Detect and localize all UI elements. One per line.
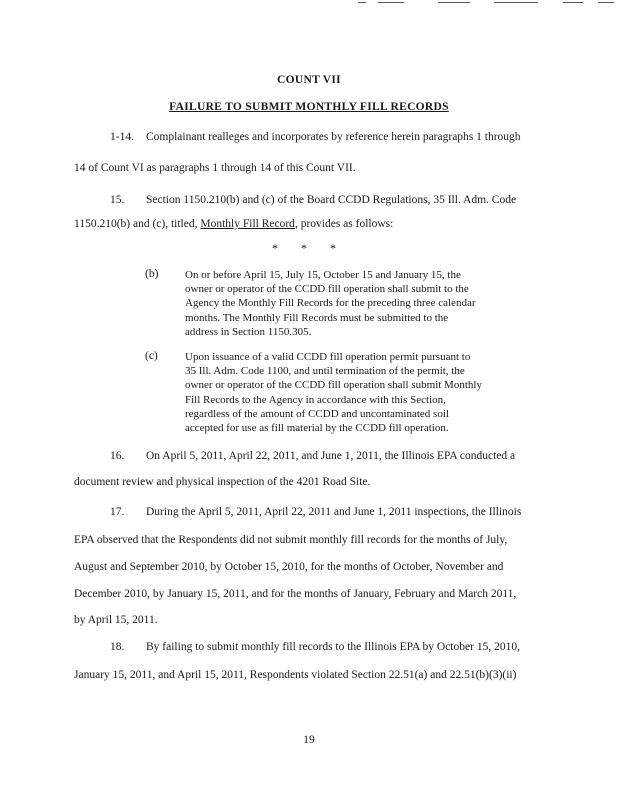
quote-b-line: months. The Monthly Fill Records must be submitted to the bbox=[185, 311, 449, 324]
paragraph-17-line-4: December 2010, by January 15, 2011, and for the months of January, February and March 2011, bbox=[74, 588, 517, 600]
quote-b-line: On or before April 15, July 15, October 15 and January 15, the bbox=[185, 269, 461, 281]
paragraph-15-line-2 bbox=[74, 217, 393, 231]
ellipsis-stars: * * * bbox=[272, 241, 346, 255]
paragraph-number-15: 15. bbox=[110, 194, 125, 206]
quote-c-line: 35 Ill. Adm. Code 1100, and until termination of the permit, the bbox=[185, 365, 465, 378]
quote-b-line: Agency the Monthly Fill Records for the preceding three calendar bbox=[185, 297, 476, 310]
quote-b-label: (b) bbox=[145, 268, 159, 280]
monthly-fill-record-title: Monthly Fill Record bbox=[200, 218, 295, 230]
paragraph-number-1-14: 1-14. bbox=[110, 131, 134, 143]
paragraph-17-line-1: During the April 5, 2011, April 22, 2011 and June 1, 2011 inspections, the Illinois bbox=[146, 506, 522, 518]
paragraph-number-17: 17. bbox=[110, 506, 125, 518]
paragraph-16-line-1: On April 5, 2011, April 22, 2011, and June 1, 2011, the Illinois EPA conducted a bbox=[146, 450, 516, 462]
paragraph-17-line-3: August and September 2010, by October 15, 2010, for the months of October, November and bbox=[74, 561, 504, 573]
paragraph-18-line-1: By failing to submit monthly fill records to the Illinois EPA by October 15, 2010, bbox=[146, 641, 520, 653]
paragraph-17-line-2: EPA observed that the Respondents did not submit monthly fill records for the months of July, bbox=[74, 534, 508, 546]
paragraph-1-14-line-2: 14 of Count VI as paragraphs 1 through 14 of this Count VII. bbox=[74, 162, 356, 174]
paragraph-number-18: 18. bbox=[110, 641, 125, 653]
quote-c-line: accepted for use as fill material by the CCDD fill operation. bbox=[185, 422, 449, 435]
paragraph-16-line-2: document review and physical inspection of the 4201 Road Site. bbox=[74, 476, 371, 488]
quote-c-line: owner or operator of the CCDD fill operation shall submit Monthly bbox=[185, 379, 482, 392]
paragraph-number-16: 16. bbox=[110, 450, 125, 462]
quote-b-text bbox=[185, 268, 530, 339]
page-number: 19 bbox=[303, 734, 315, 746]
quote-c-line: Upon issuance of a valid CCDD fill operation permit pursuant to bbox=[185, 351, 471, 363]
paragraph-17-line-5: by April 15, 2011. bbox=[74, 614, 158, 626]
quote-c-label: (c) bbox=[145, 350, 158, 362]
quote-c-line: Fill Records to the Agency in accordance with this Section, bbox=[185, 393, 446, 406]
quote-c-line: regardless of the amount of CCDD and uncontaminated soil bbox=[185, 407, 449, 420]
count-title: COUNT VII bbox=[277, 74, 341, 86]
paragraph-1-14-line-1: Complainant realleges and incorporates by reference herein paragraphs 1 through bbox=[146, 131, 521, 143]
paragraph-15-line-2-post: , provides as follows: bbox=[294, 218, 394, 230]
quote-b-line: owner or operator of the CCDD fill operation shall submit to the bbox=[185, 283, 469, 296]
quote-c-text bbox=[185, 350, 530, 435]
paragraph-18-line-2: January 15, 2011, and April 15, 2011, Respondents violated Section 22.51(a) and 22.51(b)(3)(ii) bbox=[74, 669, 517, 681]
quote-b-line: address in Section 1150.305. bbox=[185, 325, 312, 338]
paragraph-15-line-2-pre: 1150.210(b) and (c), titled, bbox=[74, 218, 201, 230]
paragraph-15-line-1: Section 1150.210(b) and (c) of the Board CCDD Regulations, 35 Ill. Adm. Code bbox=[146, 194, 517, 206]
count-subtitle: FAILURE TO SUBMIT MONTHLY FILL RECORDS bbox=[169, 101, 449, 113]
scan-artifact-marks bbox=[358, 0, 618, 10]
